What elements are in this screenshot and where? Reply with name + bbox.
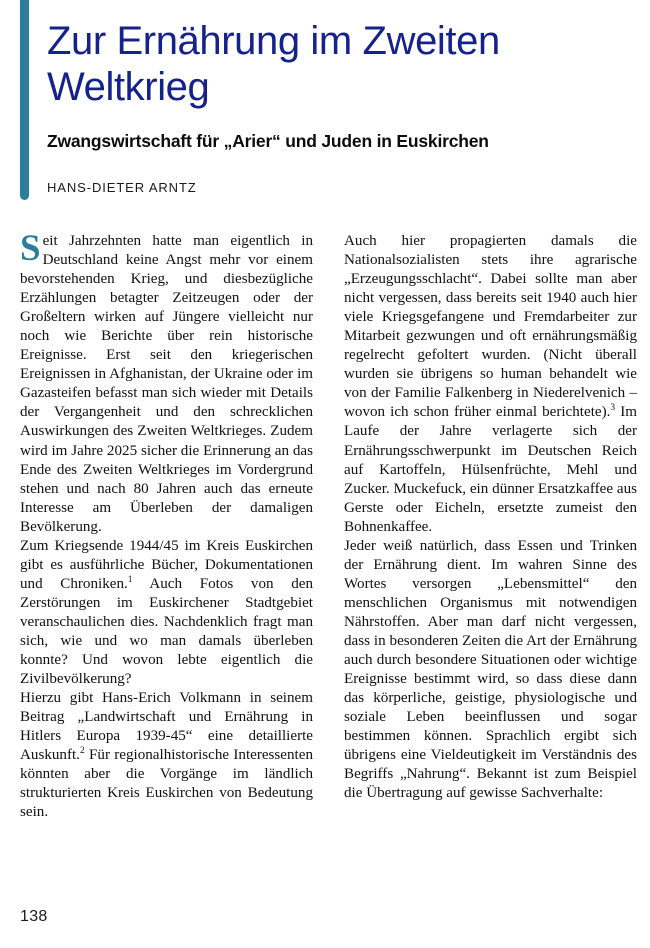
paragraph-right-1-cont: Im Laufe der Jahre verlagerte sich der Ernährungsschwerpunkt im Deutschen Reich auf Kartoffeln, Hülsenfrüchte, Mehl und Zucker. Muckefuck, ein dünner Ersatzkaffee aus Gerste oder Eicheln, ersetzte zumeist den Bohnenkaffee. xyxy=(344,404,637,535)
paragraph-left-3-cont: Für regionalhistorische Interessenten könnten aber die Vorgänge im ländlich strukturierten Kreis Euskirchen von Bedeutung sein. xyxy=(20,747,313,821)
column-right xyxy=(344,232,637,803)
footnote-marker-1[interactable]: 1 xyxy=(127,574,133,585)
page-title: Zur Ernährung im Zweiten Weltkrieg xyxy=(47,19,500,109)
column-left xyxy=(20,228,313,822)
paragraph-left-3 xyxy=(20,689,313,822)
paragraph-right-2 xyxy=(344,537,637,804)
paragraph-right-2-text: Jeder weiß natürlich, dass Essen und Trinken der Ernährung dient. Im wahren Sinne des Wortes versorgen „Lebensmittel“ den menschlichen Organismus mit notwendigen Nährstoffen. Aber man darf nicht vergessen, dass in besonderen Zeiten die Art der Ernährung auch durch besondere Situationen oder wichtige Ereignisse bestimmt wird, so dass diese dann das körperliche, geistige, physiologische und soziale Leben beeinflussen und sogar bestimmen können. Sprachlich ergibt sich übrigens eine Vieldeutigkeit im Verständnis des Begriffs „Nahrung“. Bekannt ist zum Beispiel die Übertragung auf gewisse Sachverhalte: xyxy=(344,537,637,802)
article-subtitle: Zwangswirtschaft für „Arier“ und Juden in Euskirchen xyxy=(47,131,489,151)
footnote-marker-2[interactable]: 2 xyxy=(79,746,85,757)
paragraph-intro-text: eit Jahrzehnten hatte man eigentlich in Deutschland keine Angst mehr vor einem bevorstehenden Krieg, und diesbezügliche Erzählungen betagter Zeitzeugen oder der Großeltern wirken auf Jüngere vielleicht nur noch wie Berichte über rein historische Ereignisse. Erst seit den kriegerischen Ereignissen in Afghanistan, der Ukraine oder im Gazasteifen befasst man sich wieder mit Details der Vergangenheit und den schrecklichen Auswirkungen des Zweiten Weltkrieges. Zudem wird im Jahre 2025 sicher die Erinnerung an das Ende des Zweiten Weltkrieges im Vordergrund stehen und nach 80 Jahren auch das erneute Interesse am Überleben der damaligen Bevölkerung. xyxy=(20,233,313,535)
paragraph-left-2-text: Zum Kriegsende 1944/45 im Kreis Euskirchen gibt es ausführliche Bücher, Dokumentationen und Chroniken. xyxy=(20,537,313,592)
paragraph-right-1-text: Auch hier propagierten damals die Nationalsozialisten stets ihre agrarische „Erzeugungsschlacht“. Dabei sollte man aber nicht vergessen, dass bereits seit 1940 auch hier viele Kriegsgefangene und Fremdarbeiter zur Mitarbeit gezwungen und oft ernährungsmäßig regelrecht gefoltert wurden. (Nicht überall wurden sie übrigens so human behandelt wie von der Familie Falkenberg in Niederelvenich – wovon ich schon früher einmal berichtete). xyxy=(344,233,637,421)
paragraph-left-2 xyxy=(20,537,313,689)
paragraph-left-3-text: Hierzu gibt Hans-Erich Volkmann in seinem Beitrag „Landwirtschaft und Ernährung in Hitlers Europa 1939-45“ eine detaillierte Auskunft. xyxy=(20,690,313,764)
drop-cap: S xyxy=(20,228,41,269)
footnote-marker-3[interactable]: 3 xyxy=(610,403,616,414)
paragraph-left-2-cont: Auch Fotos von den Zerstörungen im Euskirchener Stadtgebiet veranschaulichen dies. Nachdenklich fragt man sich, wie und wo man damals überleben konnte? Und wovon lebte eigentlich die Zivilbevölkerung? xyxy=(20,575,313,688)
paragraph-right-1 xyxy=(344,232,637,537)
article-header xyxy=(0,0,650,215)
page-number: 138 xyxy=(20,908,48,925)
paragraph-intro xyxy=(20,228,313,537)
author-byline: HANS-DIETER ARNTZ xyxy=(47,180,197,195)
accent-bar xyxy=(20,0,29,200)
body-columns xyxy=(0,228,650,892)
